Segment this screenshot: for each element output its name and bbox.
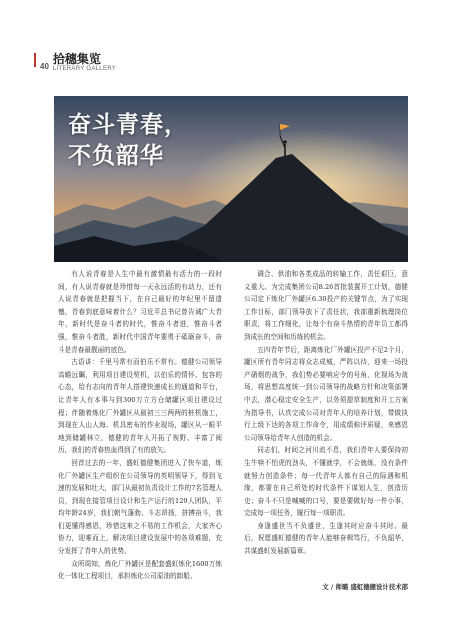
paragraph: 有人说青春是人生中最有激情最有活力的一段时间，有人说青春就是珍惜每一天永远活的有动力，还有人说青春就是把握当下，在自己最好的年纪里不留遗憾，青春到底意味着什么？习近平总书记曾告诫广大青年，新时代是奋斗者的时代，惟奋斗者进，惟奋斗者强，惟奋斗者胜，新时代中国青年要勇于砥砺奋斗，奋斗是青春最靓丽的底色。 (58, 270, 222, 354)
page-header (40, 52, 116, 78)
paragraph: 回首过去的一年，盛虹德健集团进入了快车道，炼化厂外罐区生产组织在公司领导的英明领导下，得到飞速的发展和壮大，部门从最初负责设计工作的7名管理人员，到现在接管项目设计和生产运行的129人团队，平均年龄24岁，我们朝气蓬勃、斗志昂扬，拼搏奋斗，我们更懂得感恩，珍惜这来之不易的工作机会，大家齐心协力，迎难而上，解决项目建设发展中的各项难题，充分发挥了青年人的优势。 (58, 458, 222, 556)
right-column (244, 268, 408, 583)
left-column (58, 268, 222, 583)
hero-title-line-2: 不负韶华 (68, 143, 164, 169)
paragraph: 五四青年节后，距离炼化厂外罐区投产不足2个月，罐区所有青年同志将众志成城，严阵以待，迎来一场投产硝烟的战争，我们势必要响应令的号角，化视场为战场，将思想高度统一到公司领导的战略方针和决策部署中去，潜心稳定安全生产，以务须提草制度和开工方案为指导书，认真完成公司对青年人的培养计划，带做执行上级下达的各项工作命令，用成绩称评质疑，来感恩公司领导给青年人创造的机会。 (244, 345, 408, 442)
section-subtitle: LITERARY GALLERY (52, 66, 117, 72)
section-heading (53, 52, 116, 72)
paragraph: 身逢盛世当不负盛世，生逢其时应奋斗其时。最后，祝愿盛虹德健的青年人能够奋楫笃行，不负韶华，共谋盛虹发展新篇章。 (244, 521, 408, 556)
author-byline: 文 / 师璐 盛虹德健设计技术部 (322, 583, 408, 591)
paragraph: 古语讲：千里马常有而伯乐不常有。德健公司领导高瞻远瞩，利用项目建设契机，以伯乐的情怀、包容的心态，给有志向的青年人搭建快速成长的通道和平台，让青年人有本事与到300万立方仓储罐区项目建设过程；伴随着炼化厂外罐区从最初三三两两的桩机施工，到现在人山人海、机具密布的作业现场，罐区从一眼平地到储罐林立，德健的青年人开拓了视野、丰富了阅历，我们的青春热血得到了有的放矢。 (58, 358, 222, 455)
article-body (58, 268, 408, 583)
hero-image (54, 96, 408, 262)
section-title: 拾穗集览 (52, 52, 101, 66)
paragraph: 同志们，时间之河川流不息，我们青年人要保持初生牛犊不怕虎的劲头，不懂就学，不会就练，没有条件就努力创造条件；每一代青年人都有自己的际遇和机缘，都要在自己所处的时代条件下谋划人生，创造历史；奋斗不只是喊喊的口号，要是要做好每一件小事，完成每一项任务，履行每一项职责。 (244, 446, 408, 518)
page-number: 40 (40, 62, 49, 71)
hero-title (68, 110, 188, 172)
paragraph: 众所周知，炼化厂外罐区是配套盛虹炼化1600万炼化一体化工程项目，承担炼化公司原油的卸船、 (58, 559, 222, 581)
header-accent-bar (34, 53, 36, 67)
paragraph: 调合、供油和各类成品的转输工作，责任艰巨，意义重大。为完成集团公司8.26首批装置开工计划，德健公司定下炼化厂外罐区6.30投产的关键节点，为了实现工作目标，部门领导放下了责任状，我部重新梳理岗位职责，将工作细化，让每个有奋斗热情的青年员工都得到成长的空间和历练的机会。 (244, 270, 408, 341)
hero-title-line-1: 奋斗青春， (68, 112, 188, 138)
